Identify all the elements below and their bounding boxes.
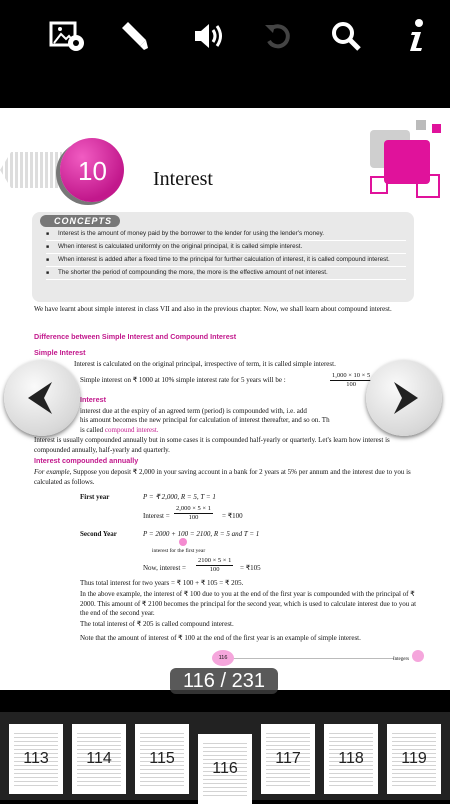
thumbnail-number: 115: [149, 750, 175, 767]
second-fraction-denominator: 100: [209, 566, 220, 573]
thumbnail-number: 119: [401, 750, 427, 767]
simple-interest-heading: Simple Interest: [34, 348, 86, 357]
second-year-label: Second Year: [80, 530, 117, 538]
note-text: Note that the amount of interest of ₹ 100 at the end of the first year is an example of simple interest.: [80, 634, 361, 642]
explanation-text: In the above example, the interest of ₹ 100 due to you at the end of the first year is compounded with the principal of ₹ 2000. This amount of ₹ 2100 becomes the principal for the second year, which is used to calculate interest due to you at the end of the second year.: [80, 590, 417, 617]
ci-text-1: interest due at the expiry of an agreed term (period) is compounded with, i.e. add: [80, 407, 307, 415]
page-number: 116: [218, 655, 228, 661]
page-number-flower: [212, 650, 234, 666]
first-interest-label: Interest =: [143, 512, 170, 520]
footer-rule: [226, 658, 394, 659]
thumbnail-page[interactable]: [387, 724, 441, 794]
concept-item: ■ When interest is added after a fixed time to the principal for further calculation of interest, it is called compound interest.: [46, 254, 406, 267]
first-year-label: First year: [80, 493, 110, 501]
previous-page-button[interactable]: [4, 360, 80, 436]
total-ci-text: The total interest of ₹ 205 is called compound interest.: [80, 620, 234, 628]
page-counter: 116 / 231: [170, 668, 278, 694]
second-interest-label: Now, interest =: [143, 564, 186, 572]
difference-heading: Difference between Simple Interest and Compound Interest: [34, 332, 237, 341]
thumbnail-number: 117: [275, 750, 301, 767]
top-toolbar: [0, 0, 450, 108]
ci-text-2: his amount becomes the new principal for calculation of interest thereafter, and so on. Th: [80, 416, 330, 424]
simple-interest-example: Simple interest on ₹ 1000 at 10% simple interest rate for 5 years will be :: [80, 376, 286, 384]
first-result: = ₹100: [222, 512, 243, 520]
second-year-values: P = 2000 + 100 = 2100, R = 5 and T = 1: [143, 530, 260, 538]
intro-text: We have learnt about simple interest in class VII and also in the previous chapter. Now, we shall learn about compound interest.: [34, 305, 392, 313]
second-result: = ₹105: [240, 564, 261, 572]
first-year-values: P = ₹ 2,000, R = 5, T = 1: [143, 493, 216, 501]
chevron-left-icon: [22, 378, 62, 418]
annual-heading: Interest compounded annually: [34, 456, 139, 465]
undo-icon[interactable]: [256, 14, 300, 58]
chapter-title: Interest: [153, 168, 213, 190]
thumbnail-strip[interactable]: [0, 712, 450, 800]
concepts-list: [46, 228, 406, 280]
chevron-right-icon: [384, 378, 424, 418]
thumbnail-number: 114: [86, 750, 112, 767]
si-fraction-denominator: 100: [346, 381, 356, 388]
concept-item: ■ When interest is calculated uniformly on the original principal, it is called simple interest.: [46, 241, 406, 254]
thumbnail-page[interactable]: [9, 724, 63, 794]
second-fraction: [196, 557, 233, 574]
thumbnail-page[interactable]: [135, 724, 189, 794]
bookmark-icon[interactable]: [112, 14, 156, 58]
total-line: Thus total interest for two years = ₹ 100 + ₹ 105 = ₹ 205.: [80, 579, 244, 587]
si-fraction: [330, 372, 372, 389]
annotation-marker: [179, 538, 187, 546]
search-icon[interactable]: [324, 14, 368, 58]
thumbnail-page-current[interactable]: [198, 734, 252, 804]
chapter-number: 10: [78, 156, 107, 186]
image-settings-icon[interactable]: [46, 14, 90, 58]
example-intro: [34, 468, 416, 487]
ci-text-3a: is called: [80, 426, 105, 434]
example-body: Suppose you deposit ₹ 2,000 in your saving account in a bank for 2 years at 5% per annum and the interest due to you is calculated as follows.: [34, 468, 411, 486]
concepts-label: CONCEPTS: [40, 215, 120, 227]
footer-flower-icon: [412, 650, 424, 662]
next-page-button[interactable]: [366, 360, 442, 436]
footer-label: Integers: [393, 657, 410, 662]
first-fraction: [174, 505, 213, 522]
ci-text-4: Interest is usually compounded annually but in some cases it is compounded half-yearly or quarterly. Let's learn how interest is compounded annually, half-yearly and quarterly.: [34, 436, 390, 454]
simple-interest-text: Interest is calculated on the original principal, irrespective of term, it is called simple interest.: [74, 360, 336, 368]
example-label: For example,: [34, 468, 72, 476]
thumbnail-page[interactable]: [324, 724, 378, 794]
thumbnail-page[interactable]: [72, 724, 126, 794]
concept-item: ■ Interest is the amount of money paid by the borrower to the lender for using the lender's money.: [46, 228, 406, 241]
si-fraction-numerator: 1,000 × 10 × 5: [332, 372, 371, 379]
thumbnail-page[interactable]: [261, 724, 315, 794]
volume-icon[interactable]: [186, 14, 230, 58]
ci-term: compound interest.: [104, 426, 159, 434]
second-fraction-numerator: 2100 × 5 × 1: [198, 557, 232, 564]
ci-text-3: [80, 426, 159, 436]
info-icon[interactable]: [394, 14, 438, 58]
chapter-tab-stripes: [0, 152, 62, 188]
first-fraction-numerator: 2,000 × 5 × 1: [176, 505, 211, 512]
concept-item: ■ The shorter the period of compounding the more, the more is the effective amount of net interest.: [46, 267, 406, 280]
second-year-note: interest for the first year: [152, 548, 206, 554]
thumbnail-number: 116: [212, 760, 238, 777]
first-fraction-denominator: 100: [188, 514, 199, 521]
compound-interest-heading: Interest: [80, 395, 106, 404]
thumbnail-number: 118: [338, 750, 364, 767]
thumbnail-number: 113: [23, 750, 49, 767]
